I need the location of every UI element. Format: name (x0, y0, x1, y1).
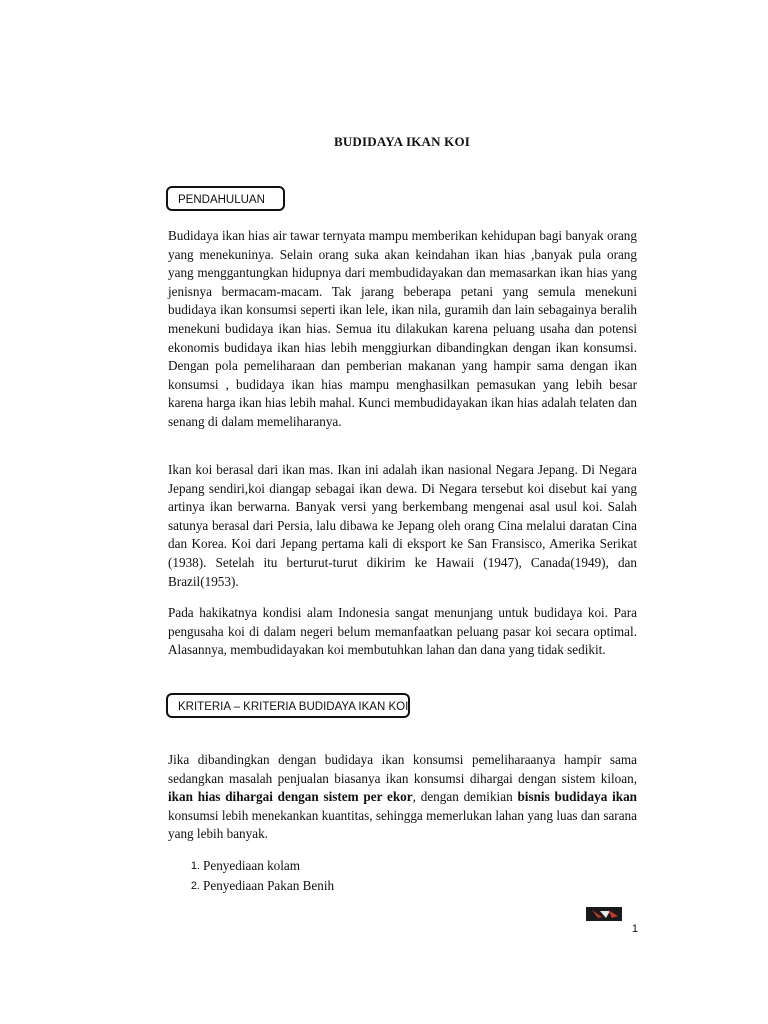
paragraph-intro: Budidaya ikan hias air tawar ternyata mampu memberikan kehidupan bagi banyak orang yang menekuninya. Selain orang suka akan keindahan ikan hias ,banyak pula orang yang menggantungkan hidupnya dari membudidayakan dan memasarkan ikan hias yang jenisnya bermacam-macam. Tak jarang beberapa petani yang semula menekuni budidaya ikan konsumsi seperti ikan lele, ikan nila, guramih dan lain sebagainya beralih menekuni budidaya ikan hias. Semua itu dilakukan karena peluang usaha dan potensi ekonomis budidaya ikan hias lebih menggiurkan dibandingkan dengan ikan konsumsi. Dengan pola pemeliharaan dan pemberian makanan yang hampir sama dengan ikan konsumsi , budidaya ikan hias mampu menghasilkan pemasukan yang lebih besar karena harga ikan hias lebih mahal. Kunci membudidayakan ikan hias adalah telaten dan senang di dalam memeliharanya. (168, 228, 637, 429)
paragraph-text: konsumsi lebih menekankan kuantitas, sehingga memerlukan lahan yang luas dan sarana yang lebih banyak. (168, 807, 637, 842)
list-item (168, 876, 334, 896)
list-item-text: Penyediaan Pakan Benih (203, 878, 335, 893)
paragraph-indonesia: Pada hakikatnya kondisi alam Indonesia sangat menunjang untuk budidaya koi. Para pengusaha koi di dalam negeri belum memanfaatkan peluang pasar koi secara optimal. Alasannya, membudidayakan koi membutuhkan lahan dan dana yang tidak sedikit. (168, 605, 637, 658)
paragraph-bold-text: ikan hias dihargai dengan sistem per ekor (168, 789, 413, 805)
section-heading-pendahuluan: PENDAHULUAN (166, 186, 285, 211)
paragraph-bold-text: bisnis budidaya ikan (517, 789, 637, 805)
list-item-number: 1. (190, 860, 200, 872)
page-number: 1 (631, 923, 638, 935)
section-heading-kriteria: KRITERIA – KRITERIA BUDIDAYA IKAN KOI (166, 693, 410, 718)
document-title: BUDIDAYA IKAN KOI (333, 134, 471, 149)
list-item (168, 856, 334, 876)
paragraph-text: , dengan demikian (412, 789, 518, 805)
list-item-number: 2. (190, 880, 200, 892)
paragraph-koi-origin: Ikan koi berasal dari ikan mas. Ikan ini adalah ikan nasional Negara Jepang. Di Negara Jepang sendiri,koi diangap sebagai ikan dewa. Di Negara tersebut koi disebut kai yang artinya ikan berwarna. Banyak versi yang berkembang mengenai asal usul koi. Salah satunya berasal dari Persia, lalu dibawa ke Jepang oleh orang Cina melalui daratan Cina dan Korea. Koi dari Jepang pertama kali di eksport ke San Fransisco, Amerika Serikat (1938). Setelah itu berturut-turut dikirim ke Hawaii (1947), Canada(1949), dan Brazil(1953). (168, 462, 637, 589)
paragraph-text: Jika dibandingkan dengan budidaya ikan konsumsi pemeliharaanya hampir sama sedangkan masalah penjualan biasanya ikan konsumsi dihargai dengan sistem kiloan, (168, 752, 637, 786)
list-item-text: Penyediaan kolam (203, 858, 301, 873)
paragraph-kriteria (168, 751, 637, 844)
footer-logo-icon (586, 907, 622, 921)
numbered-list (168, 856, 334, 896)
